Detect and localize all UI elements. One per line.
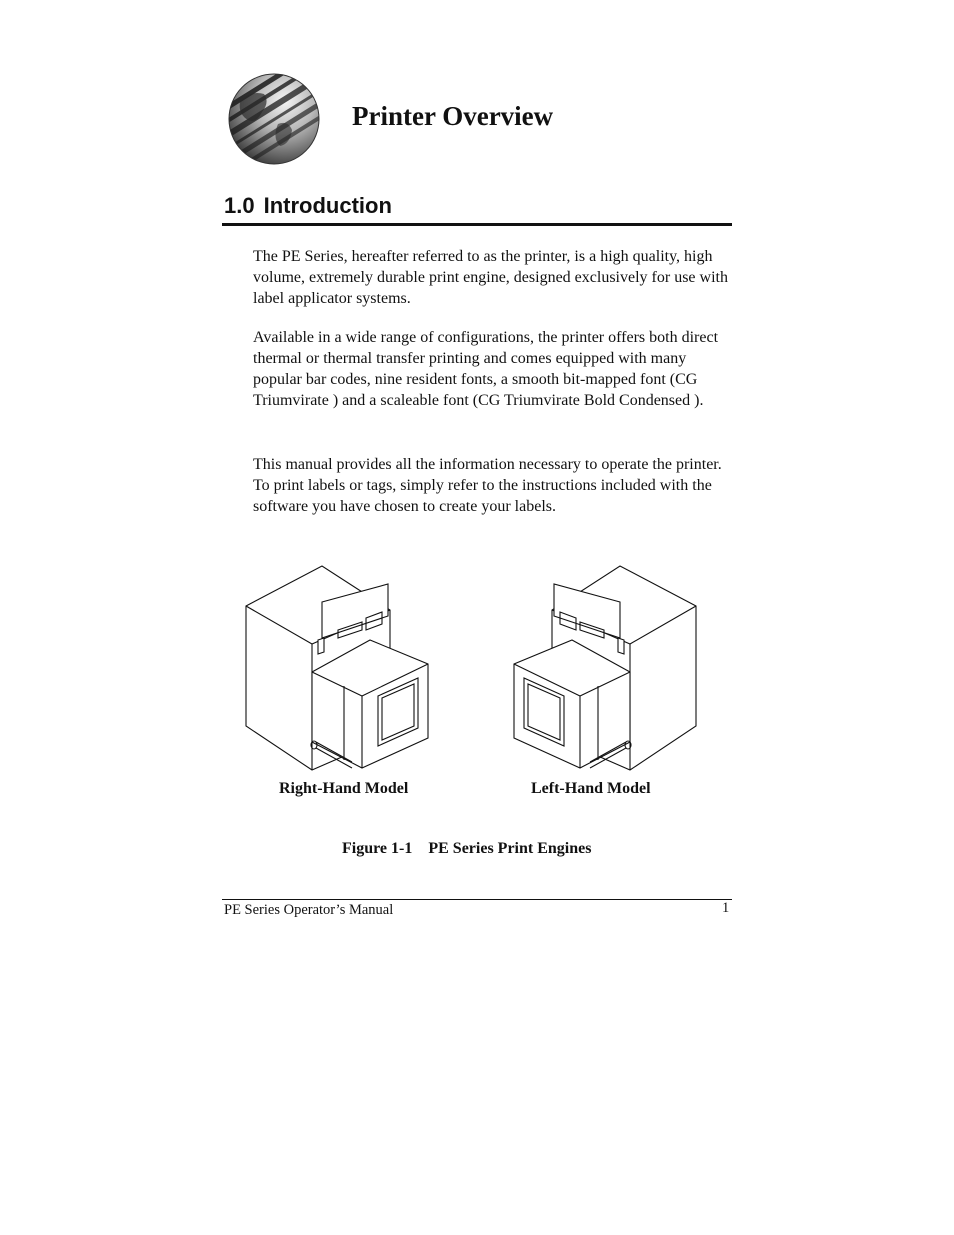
intro-paragraph: The PE Series, hereafter referred to as the printer, is a high quality, high volume, extremely durable print engine, designed exclusively for use with label applicator systems. — [253, 248, 728, 307]
figure-caption — [342, 840, 591, 858]
page-title: Printer Overview — [352, 101, 554, 131]
right-hand-caption: Right-Hand Model — [279, 780, 409, 797]
manual-paragraph: This manual provides all the information necessary to operate the printer. To print labels or tags, simply refer to the instructions included with the software you have chosen to create your labels. — [253, 456, 722, 515]
section-heading — [224, 193, 392, 219]
footer-divider — [222, 899, 732, 900]
globe-logo-icon — [226, 72, 322, 166]
left-hand-caption: Left-Hand Model — [531, 780, 651, 797]
page-number: 1 — [722, 900, 730, 916]
section-number: 1.0 — [224, 193, 255, 218]
printer-left-hand-illustration — [490, 560, 700, 772]
footer-manual-title: PE Series Operator’s Manual — [224, 902, 394, 918]
section-title: Introduction — [263, 193, 392, 218]
printer-right-hand-illustration — [242, 560, 452, 772]
configuration-paragraph: Available in a wide range of configurations, the printer offers both direct thermal or thermal transfer printing and comes equipped with many popular bar codes, nine resident fonts, a smooth bit-mapped font (CG Triumvirate ) and a scaleable font (CG Triumvirate Bold Condensed ). — [253, 329, 719, 409]
figure-number: Figure 1-1 — [342, 840, 413, 857]
figure-title: PE Series Print Engines — [428, 840, 592, 857]
section-divider — [222, 223, 732, 226]
